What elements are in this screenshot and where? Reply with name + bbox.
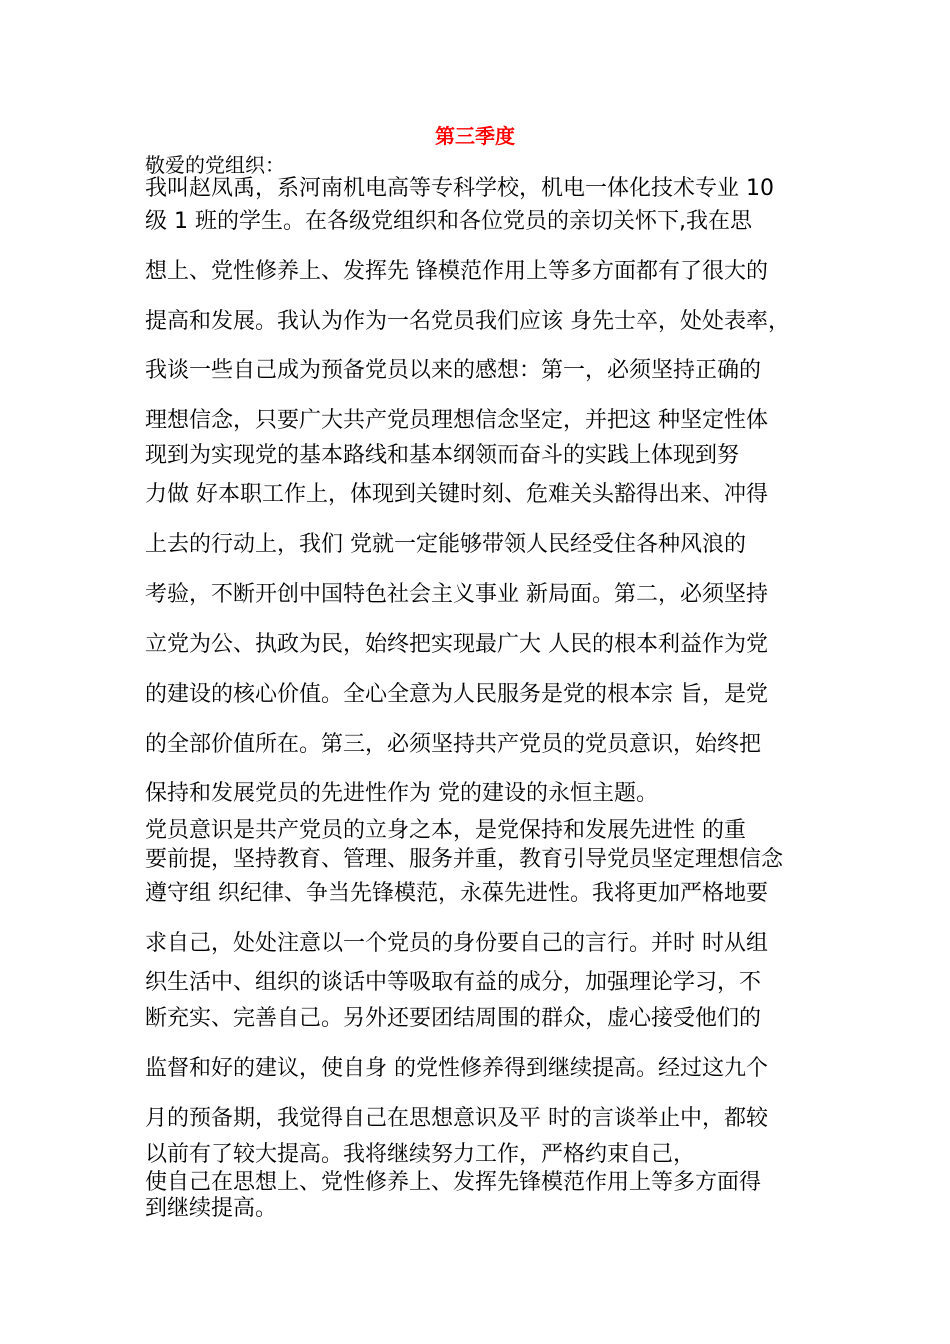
body-line: 党员意识是共产党员的立身之本，是党保持和发展先进性 的重	[145, 818, 746, 843]
body-line: 以前有了较大提高。我将继续努力工作，严格约束自己，	[145, 1142, 696, 1167]
body-line: 我叫赵凤禹，系河南机电高等专科学校，机电一体化技术专业 10	[145, 176, 774, 201]
body-line: 想上、党性修养上、发挥先 锋模范作用上等多方面都有了很大的	[145, 259, 768, 284]
body-line: 遵守组 织纪律、争当先锋模范，永葆先进性。我将更加严格地要	[145, 881, 768, 906]
body-line: 织生活中、组织的谈话中等吸取有益的成分，加强理论学习，不	[145, 970, 762, 995]
body-line: 上去的行动上，我们 党就一定能够带领人民经受住各种风浪的	[145, 532, 746, 557]
body-line: 要前提，坚持教育、管理、服务并重，教育引导党员坚定理想信念	[145, 847, 784, 872]
body-line: 监督和好的建议，使自身 的党性修养得到继续提高。经过这九个	[145, 1056, 768, 1081]
body-line: 力做 好本职工作上，体现到关键时刻、危难关头豁得出来、冲得	[145, 482, 768, 507]
body-line: 使自己在思想上、党性修养上、发挥先锋模范作用上等多方面得	[145, 1170, 762, 1195]
body-line: 现到为实现党的基本路线和基本纲领而奋斗的实践上体现到努	[145, 443, 740, 468]
page-title: 第三季度	[435, 124, 515, 148]
body-line: 级 1 班的学生。在各级党组织和各位党员的亲切关怀下,我在思	[145, 209, 752, 234]
body-line: 立党为公、执政为民，始终把实现最广大 人民的根本利益作为党	[145, 632, 768, 657]
body-line: 到继续提高。	[145, 1196, 278, 1221]
body-line: 求自己，处处注意以一个党员的身份要自己的言行。并时 时从组	[145, 931, 768, 956]
body-line: 理想信念，只要广大共产党员理想信念坚定，并把这 种坚定性体	[145, 408, 768, 433]
body-line: 月的预备期，我觉得自己在思想意识及平 时的言谈举止中，都较	[145, 1106, 768, 1131]
salutation: 敬爱的党组织：	[145, 153, 285, 177]
body-line: 的建设的核心价值。全心全意为人民服务是党的根本宗 旨，是党	[145, 682, 768, 707]
body-line: 提高和发展。我认为作为一名党员我们应该 身先士卒，处处表率，	[145, 309, 790, 334]
body-line: 我谈一些自己成为预备党员以来的感想：第一，必须坚持正确的	[145, 358, 762, 383]
body-line: 断充实、完善自己。另外还要团结周围的群众，虚心接受他们的	[145, 1006, 762, 1031]
body-line: 考验，不断开创中国特色社会主义事业 新局面。第二，必须坚持	[145, 582, 768, 607]
body-line: 保持和发展党员的先进性作为 党的建设的永恒主题。	[145, 781, 658, 806]
body-line: 的全部价值所在。第三，必须坚持共产党员的党员意识，始终把	[145, 732, 762, 757]
